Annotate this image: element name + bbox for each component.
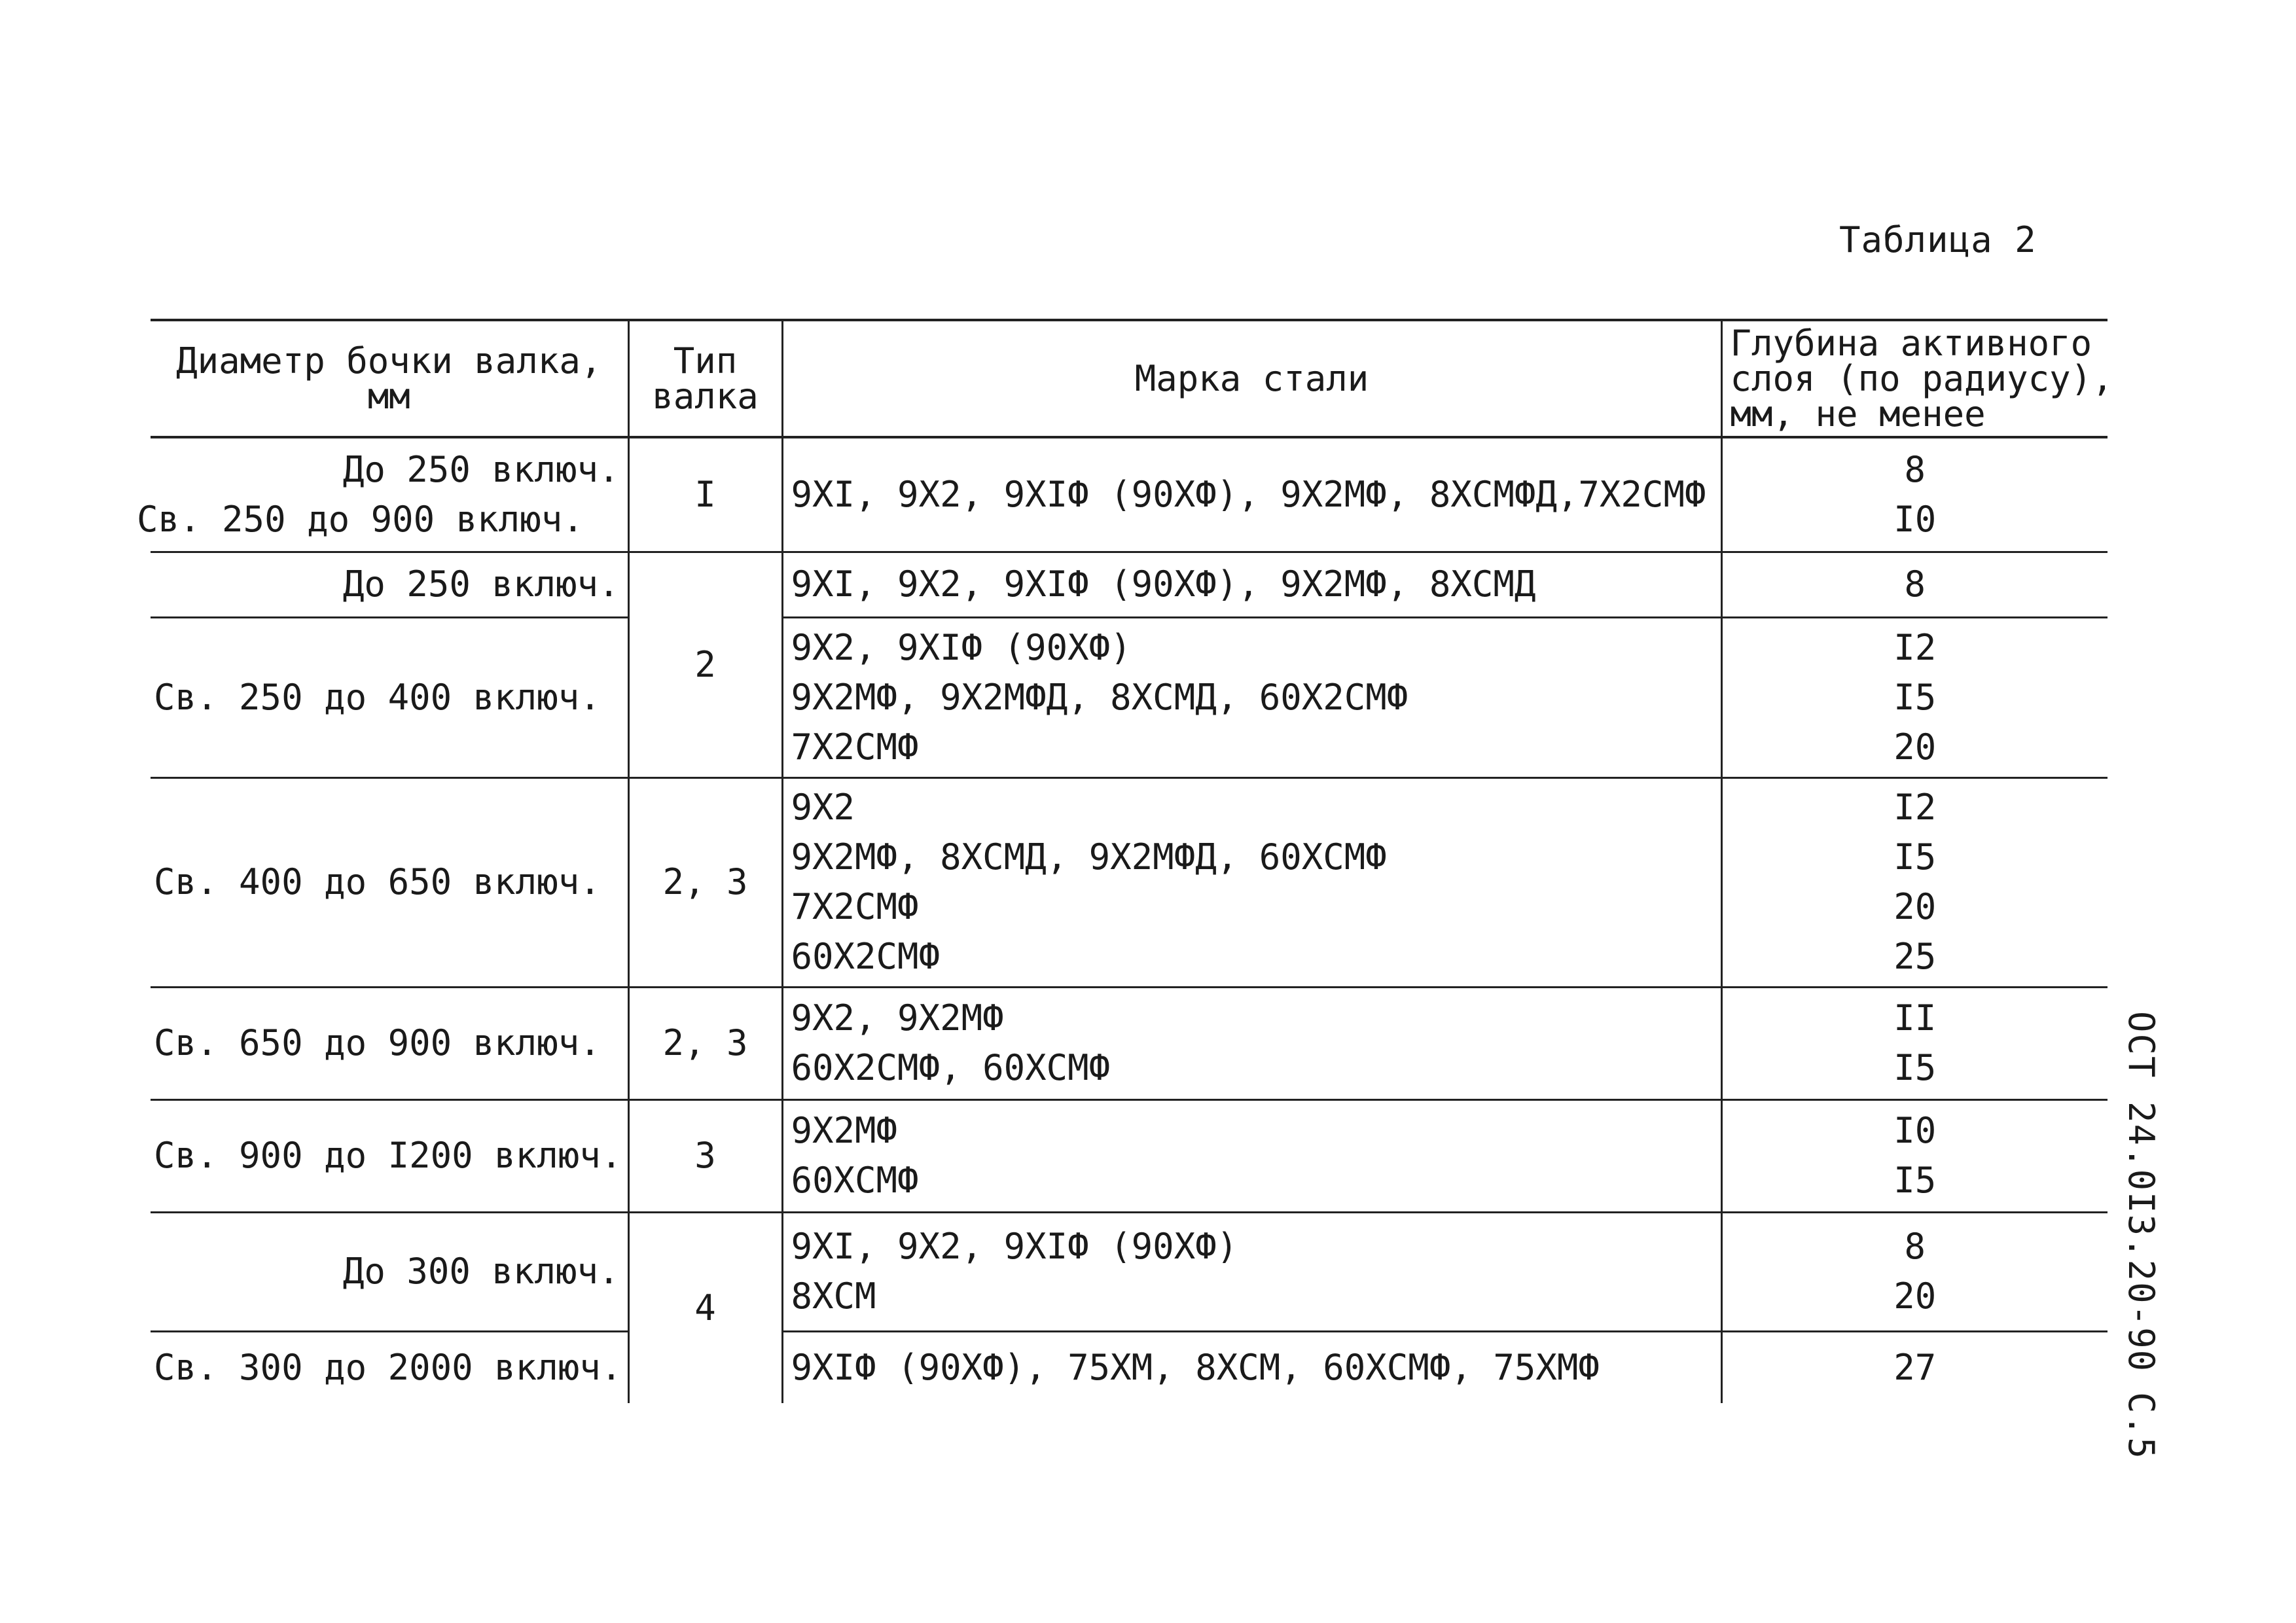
table-row <box>151 617 2108 777</box>
depth-value: 27 <box>1893 1346 1937 1388</box>
steel-grade-value: 9Х2 <box>791 787 855 828</box>
diameter-value: Св. 300 до 2000 включ. <box>154 1346 622 1388</box>
steel-grade-value: 9ХI, 9Х2, 9ХIФ (90ХФ), 9Х2МФ, 8ХСМФД,7Х2СМФ <box>791 473 1706 515</box>
header-depth-line-1: Глубина активного <box>1730 322 2092 364</box>
roll-type-cell: 2, 3 <box>628 987 782 1099</box>
diameter-value: Св. 250 до 900 включ. <box>137 498 584 540</box>
diameter-value: До 250 включ. <box>342 448 620 490</box>
steel-grade-value: 60Х2СМФ <box>791 936 941 977</box>
steel-grade-value: 9Х2МФ, 8ХСМД, 9Х2МФД, 60ХСМФ <box>791 836 1387 878</box>
depth-cell <box>1721 617 2108 777</box>
steel-grade-cell <box>782 437 1721 552</box>
diameter-value: Св. 400 до 650 включ. <box>154 861 601 902</box>
depth-value: 20 <box>1893 886 1937 927</box>
table-row <box>151 1331 2108 1403</box>
depth-value: I0 <box>1893 1110 1937 1151</box>
depth-value: I5 <box>1893 676 1937 718</box>
steel-grade-value: 7Х2СМФ <box>791 726 919 768</box>
steel-grade-value: 60Х2СМФ, 60ХСМФ <box>791 1047 1111 1088</box>
document-code: ОСТ 24.0I3.20-90 <box>2121 1011 2162 1373</box>
diameter-value: До 300 включ. <box>342 1251 620 1292</box>
table-row <box>151 1099 2108 1212</box>
roll-type-cell: 2 <box>628 552 782 777</box>
header-roll-type <box>628 320 782 437</box>
steel-grade-value: 7Х2СМФ <box>791 886 919 927</box>
steel-grade-value: 9ХI, 9Х2, 9ХIФ (90ХФ) <box>791 1226 1238 1267</box>
steel-grade-cell <box>782 777 1721 987</box>
steel-grade-value: 8ХСМ <box>791 1275 876 1317</box>
steel-grade-cell <box>782 1331 1721 1403</box>
roll-type-cell: 3 <box>628 1099 782 1212</box>
header-diameter <box>151 320 628 437</box>
depth-value: I2 <box>1893 626 1937 668</box>
steel-grade-value: 9Х2МФ, 9Х2МФД, 8ХСМД, 60Х2СМФ <box>791 676 1408 718</box>
steel-grade-cell <box>782 552 1721 617</box>
depth-cell <box>1721 987 2108 1099</box>
diameter-value: Св. 250 до 400 включ. <box>154 676 601 718</box>
diameter-cell <box>151 552 628 617</box>
steel-grade-value: 9ХIФ (90ХФ), 75ХМ, 8ХСМ, 60ХСМФ, 75ХМФ <box>791 1346 1600 1388</box>
table-caption: Таблица 2 <box>1839 219 2037 260</box>
depth-value: I2 <box>1893 787 1937 828</box>
diameter-value: Св. 650 до 900 включ. <box>154 1022 601 1063</box>
diameter-cell <box>151 617 628 777</box>
header-depth-line-2: слоя (по радиусу), <box>1730 357 2113 399</box>
diameter-value: Св. 900 до I200 включ. <box>154 1135 622 1176</box>
steel-grade-cell <box>782 617 1721 777</box>
steel-grade-cell <box>782 1099 1721 1212</box>
diameter-cell <box>151 1331 628 1403</box>
side-document-code <box>2121 1011 2162 1480</box>
diameter-cell <box>137 437 628 552</box>
steel-grade-value: 9ХI, 9Х2, 9ХIФ (90ХФ), 9Х2МФ, 8ХСМД <box>791 563 1536 605</box>
diameter-cell <box>151 987 628 1099</box>
table-row <box>151 552 2108 617</box>
diameter-value: До 250 включ. <box>342 563 620 605</box>
depth-cell <box>1721 437 2108 552</box>
steel-grade-value: 9Х2, 9Х2МФ <box>791 997 1004 1039</box>
depth-value: 20 <box>1893 726 1937 768</box>
header-diameter-line-1: Диаметр бочки валка, <box>176 340 602 382</box>
depth-value: 8 <box>1904 563 1926 605</box>
depth-cell <box>1721 1099 2108 1212</box>
diameter-cell <box>151 1099 628 1212</box>
steel-grade-value: 9Х2, 9ХIФ (90ХФ) <box>791 626 1132 668</box>
header-diameter-line-2: мм <box>367 375 410 417</box>
roll-type-cell: 2, 3 <box>628 777 782 987</box>
steel-grade-cell <box>782 987 1721 1099</box>
depth-value: II <box>1893 997 1937 1039</box>
table-row <box>151 987 2108 1099</box>
roll-type-cell: I <box>628 437 782 552</box>
depth-cell <box>1721 777 2108 987</box>
header-active-layer-depth <box>1721 320 2113 437</box>
table-row <box>151 437 2108 552</box>
diameter-cell <box>151 777 628 987</box>
table-row <box>151 777 2108 987</box>
steel-grade-value: 9Х2МФ <box>791 1110 898 1151</box>
page-number: С.5 <box>2121 1392 2162 1460</box>
depth-value: I0 <box>1893 498 1937 540</box>
depth-value: 20 <box>1893 1275 1937 1317</box>
depth-value: 25 <box>1893 936 1937 977</box>
steel-grades-table <box>137 319 2113 1403</box>
header-steel-grade: Марка стали <box>782 320 1721 437</box>
header-type-line-2: валка <box>652 375 759 417</box>
steel-grade-cell <box>782 1212 1721 1331</box>
depth-value: 8 <box>1904 448 1926 490</box>
depth-cell <box>1721 1212 2108 1331</box>
roll-type-cell: 4 <box>628 1212 782 1403</box>
depth-value: I5 <box>1893 836 1937 878</box>
header-depth-line-3: мм, не менее <box>1730 393 1986 435</box>
depth-value: 8 <box>1904 1226 1926 1267</box>
depth-cell <box>1721 1331 2108 1403</box>
depth-value: I5 <box>1893 1047 1937 1088</box>
header-type-line-1: Тип <box>673 340 738 382</box>
depth-cell <box>1721 552 2108 617</box>
diameter-cell <box>151 1212 628 1331</box>
depth-value: I5 <box>1893 1160 1937 1201</box>
steel-grade-value: 60ХСМФ <box>791 1160 919 1201</box>
table-header-row <box>151 320 2108 437</box>
table-row <box>151 1212 2108 1331</box>
